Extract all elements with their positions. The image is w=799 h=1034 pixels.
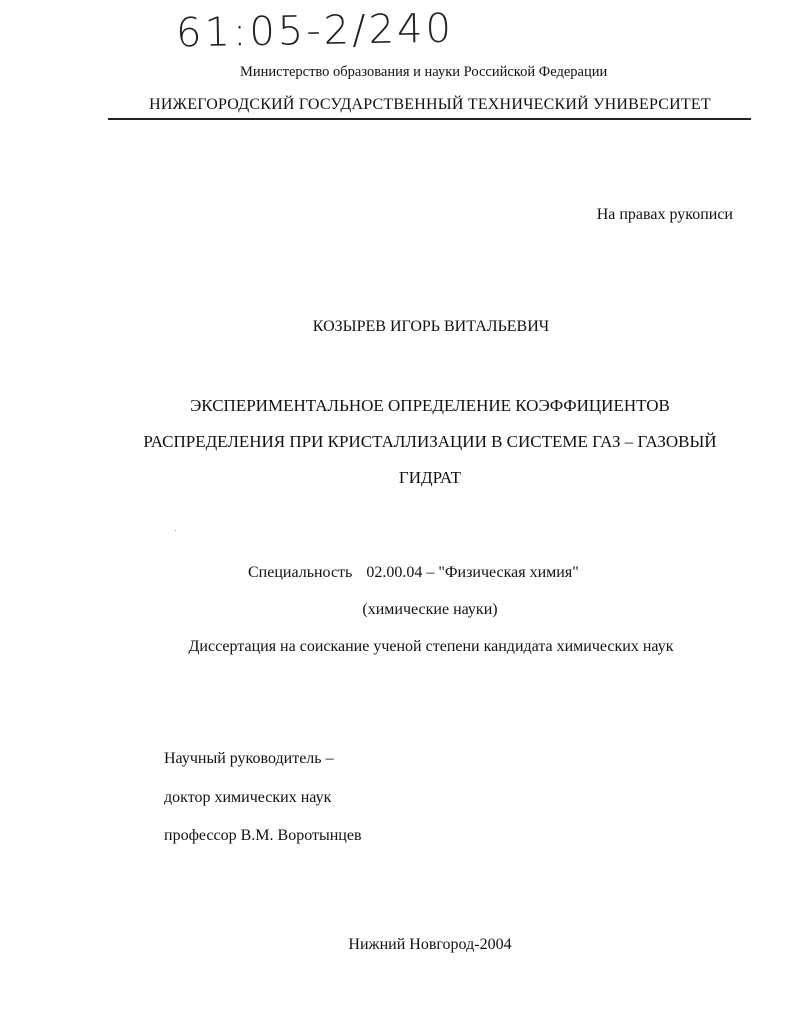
scan-speck: [175, 530, 176, 531]
degree-statement: Диссертация на соискание ученой степени кандидата химических наук: [188, 638, 674, 655]
university-name: НИЖЕГОРОДСКИЙ ГОСУДАРСТВЕННЫЙ ТЕХНИЧЕСКИЙ УНИВЕРСИТЕТ: [149, 96, 711, 113]
title-line: ЭКСПЕРИМЕНТАЛЬНОЕ ОПРЕДЕЛЕНИЕ КОЭФФИЦИЕНТОВ: [190, 396, 670, 415]
handwritten-archive-number: 61:05-2/240: [175, 5, 455, 57]
supervisor-role: Научный руководитель –: [164, 750, 334, 767]
supervisor-degree: доктор химических наук: [164, 789, 332, 806]
title-line: РАСПРЕДЕЛЕНИЯ ПРИ КРИСТАЛЛИЗАЦИИ В СИСТЕМЕ ГАЗ – ГАЗОВЫЙ: [143, 432, 717, 451]
specialty-label: Специальность: [248, 564, 353, 581]
rights-note: На правах рукописи: [596, 206, 733, 223]
city-year: Нижний Новгород-2004: [348, 936, 512, 953]
header-divider: [108, 118, 751, 120]
supervisor-name: профессор В.М. Воротынцев: [164, 827, 362, 844]
sciences-branch: (химические науки): [362, 601, 498, 618]
dissertation-title: [100, 388, 760, 496]
author-name: КОЗЫРЕВ ИГОРЬ ВИТАЛЬЕВИЧ: [312, 318, 550, 335]
title-line: ГИДРАТ: [398, 468, 462, 487]
specialty-code: 02.00.04 – "Физическая химия": [366, 564, 579, 581]
ministry-name: Министерство образования и науки Российской Федерации: [240, 64, 608, 80]
specialty-line: [248, 564, 579, 582]
